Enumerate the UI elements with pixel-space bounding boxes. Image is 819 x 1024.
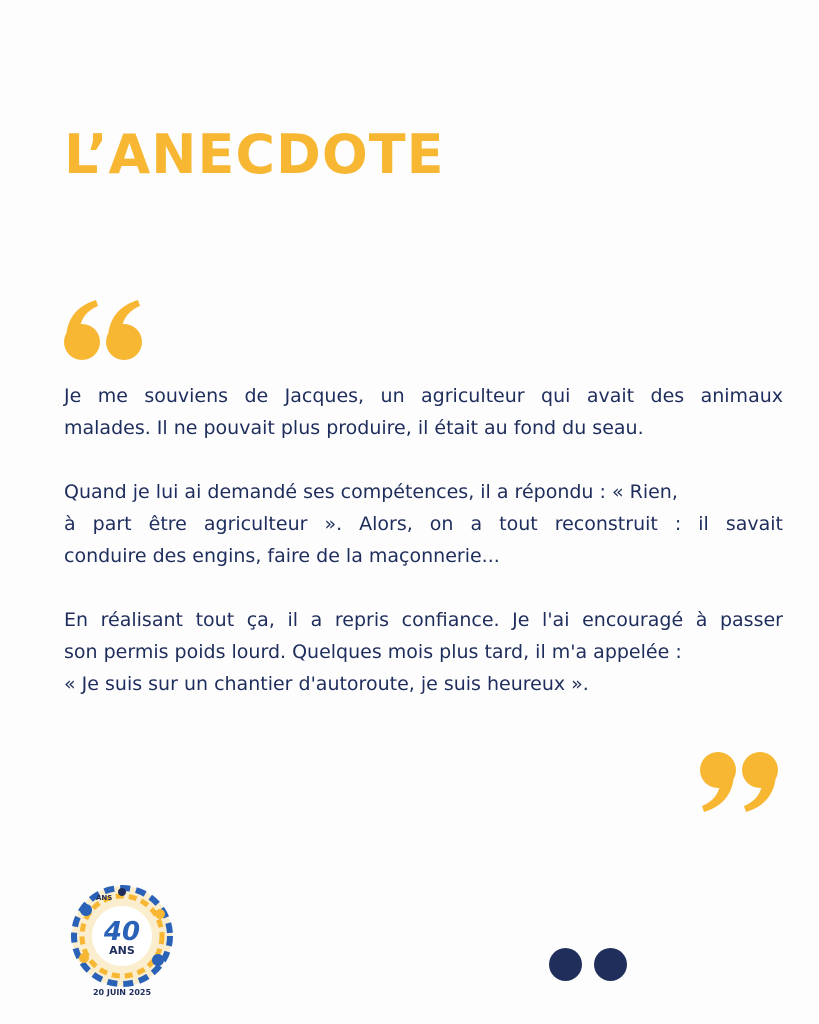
paragraph-3 <box>64 604 783 700</box>
page-title: L’ANECDOTE <box>64 123 445 186</box>
paragraph-2 <box>64 476 783 572</box>
text-line: « Je suis sur un chantier d'autoroute, je suis heureux ». <box>64 673 589 695</box>
text-line: à part être agriculteur ». Alors, on a tout reconstruit : il savait <box>64 513 783 535</box>
pagination-dot[interactable] <box>549 948 582 981</box>
anniversary-logo <box>66 880 178 1000</box>
text-line: Je me souviens de Jacques, un agriculteur qui avait des animaux <box>64 385 783 407</box>
text-line: son permis poids lourd. Quelques mois plus tard, il m'a appelée : <box>64 641 682 663</box>
logo-date: 20 JUIN 2025 <box>92 988 152 997</box>
text-line: Quand je lui ai demandé ses compétences, il a répondu : « Rien, <box>64 481 678 503</box>
text-line: conduire des engins, faire de la maçonnerie... <box>64 545 500 567</box>
pagination-dot[interactable] <box>594 948 627 981</box>
logo-number: 40 <box>103 917 141 947</box>
logo-unit: ANS <box>109 944 135 957</box>
open-quote-icon <box>62 298 146 362</box>
pagination-dots <box>549 948 627 981</box>
paragraph-1 <box>64 380 783 444</box>
close-quote-icon <box>696 750 780 814</box>
anecdote-text <box>64 380 783 732</box>
logo-top-text: ANS <box>96 894 113 902</box>
text-line: malades. Il ne pouvait plus produire, il était au fond du seau. <box>64 417 644 439</box>
text-line: En réalisant tout ça, il a repris confiance. Je l'ai encouragé à passer <box>64 609 783 631</box>
